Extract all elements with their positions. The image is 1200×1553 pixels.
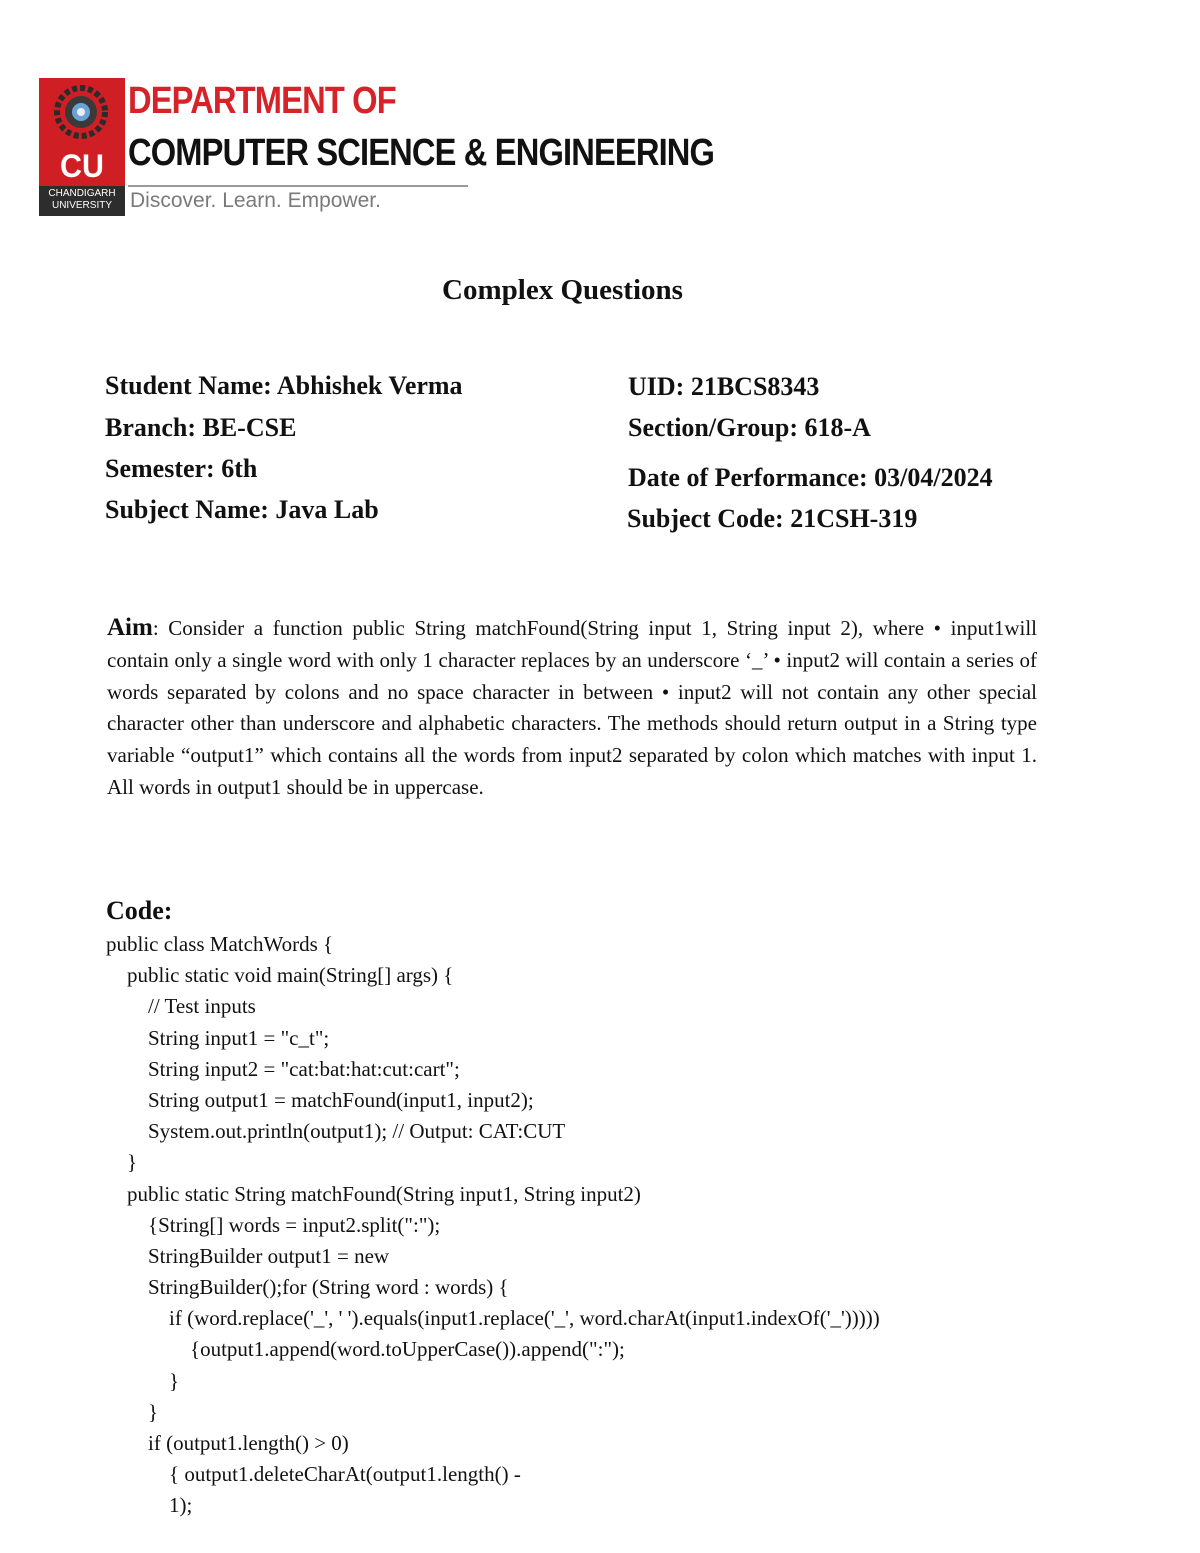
page-title: Complex Questions	[442, 274, 683, 306]
code-block	[106, 929, 880, 1522]
code-line: System.out.println(output1); // Output: CAT:CUT	[106, 1119, 566, 1144]
aim-label: Aim	[107, 614, 153, 641]
code-line: }	[106, 1368, 180, 1393]
code-line: public static String matchFound(String input1, String input2)	[106, 1181, 641, 1206]
code-line: 1);	[106, 1493, 193, 1518]
code-line: String input1 = "c_t";	[106, 1025, 330, 1050]
section-group: Section/Group: 618-A	[628, 413, 871, 442]
subject-code: Subject Code: 21CSH-319	[627, 504, 918, 533]
tagline: Discover. Learn. Empower.	[130, 189, 381, 212]
code-line: StringBuilder output1 = new	[106, 1243, 390, 1268]
code-line: {String[] words = input2.split(":");	[106, 1212, 441, 1237]
code-line: public static void main(String[] args) {	[106, 963, 454, 988]
university-seal-icon	[53, 84, 109, 140]
date-of-performance: Date of Performance: 03/04/2024	[628, 463, 993, 492]
uid: UID: 21BCS8343	[628, 372, 820, 401]
aim-text: : Consider a function public String matchFound(String input 1, String input 2), where • input1will contain only a single word with only 1 character replaces by an underscore ‘_’ • input2 will contain a series of words separated by colons and no space character in between • input2 will not contain any other special character other than underscore and alphabetic characters. The methods should return output in a String type variable “output1” which contains all the words from input2 separated by colon which matches with input 1. All words in output1 should be in uppercase.	[107, 616, 1037, 799]
subject-name: Subject Name: Java Lab	[105, 495, 379, 524]
code-line: }	[106, 1150, 138, 1175]
department-line-2: COMPUTER SCIENCE & ENGINEERING	[128, 132, 715, 174]
aim-paragraph	[107, 612, 1037, 804]
department-line-1: DEPARTMENT OF	[128, 80, 396, 122]
code-line: String output1 = matchFound(input1, input2);	[106, 1087, 534, 1112]
tagline-divider	[128, 185, 468, 187]
code-line: String input2 = "cat:bat:hat:cut:cart";	[106, 1056, 460, 1081]
code-line: if (word.replace('_', ' ').equals(input1.replace('_', word.charAt(input1.indexOf('_')))))	[106, 1306, 880, 1331]
code-line: if (output1.length() > 0)	[106, 1431, 349, 1455]
logo-cu-text: CU	[60, 148, 104, 184]
branch: Branch: BE-CSE	[105, 413, 297, 442]
code-line: {output1.append(word.toUpperCase()).append(":");	[106, 1337, 625, 1362]
semester: Semester: 6th	[105, 454, 258, 483]
code-line: }	[106, 1399, 159, 1424]
university-logo	[39, 78, 125, 216]
logo-university-text: CHANDIGARH UNIVERSITY	[48, 188, 116, 211]
code-line: { output1.deleteCharAt(output1.length() -	[106, 1462, 521, 1487]
code-line: // Test inputs	[106, 994, 256, 1019]
student-name: Student Name: Abhishek Verma	[105, 371, 463, 400]
code-heading: Code:	[106, 896, 173, 925]
code-line: StringBuilder();for (String word : words) {	[106, 1275, 509, 1300]
code-line: public class MatchWords {	[106, 932, 334, 956]
